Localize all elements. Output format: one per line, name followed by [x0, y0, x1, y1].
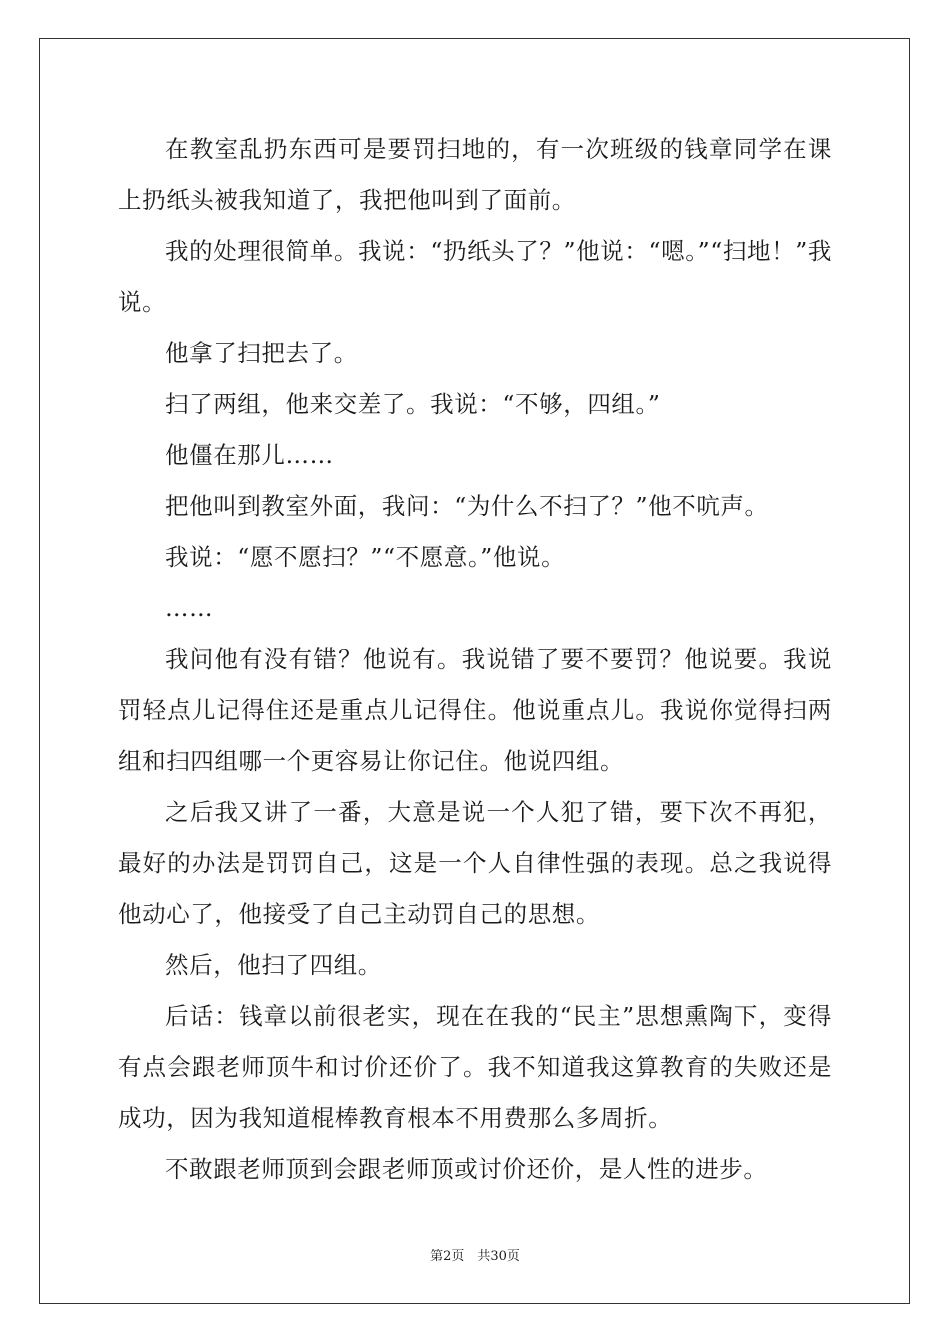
paragraph: 他拿了扫把去了。	[165, 339, 358, 367]
page-number-footer: 第2页 共30页	[430, 1249, 520, 1264]
paragraph: 我的处理很简单。我说：“扔纸头了？”他说：“嗯。”“扫地！”我说。	[118, 237, 832, 316]
paragraph: 在教室乱扔东西可是要罚扫地的，有一次班级的钱章同学在课上扔纸头被我知道了，我把他叫到了面前。	[118, 135, 832, 214]
paragraph: 我说：“愿不愿扫？”“不愿意。”他说。	[165, 543, 566, 571]
paragraph: 不敢跟老师顶到会跟老师顶或讨价还价，是人性的进步。	[165, 1155, 768, 1183]
paragraph: 他僵在那儿……	[165, 441, 334, 469]
paragraph: 然后，他扫了四组。	[165, 951, 382, 979]
paragraph: 把他叫到教室外面，我问：“为什么不扫了？”他不吭声。	[165, 492, 769, 520]
paragraph: 我问他有没有错？他说有。我说错了要不要罚？他说要。我说罚轻点儿记得住还是重点儿记得住。他说重点儿。我说你觉得扫两组和扫四组哪一个更容易让你记住。他说四组。	[118, 645, 832, 775]
paragraph: 扫了两组，他来交差了。我说：“不够，四组。”	[165, 390, 661, 418]
paragraph: 之后我又讲了一番，大意是说一个人犯了错，要下次不再犯，最好的办法是罚罚自己，这是一个人自律性强的表现。总之我说得他动心了，他接受了自己主动罚自己的思想。	[118, 798, 832, 928]
paragraph: ……	[165, 594, 214, 622]
paragraph: 后话：钱章以前很老实，现在在我的“民主”思想熏陶下，变得有点会跟老师顶牛和讨价还价了。我不知道我这算教育的失败还是成功，因为我知道棍棒教育根本不用费那么多周折。	[118, 1002, 832, 1132]
document-body	[118, 124, 832, 1195]
